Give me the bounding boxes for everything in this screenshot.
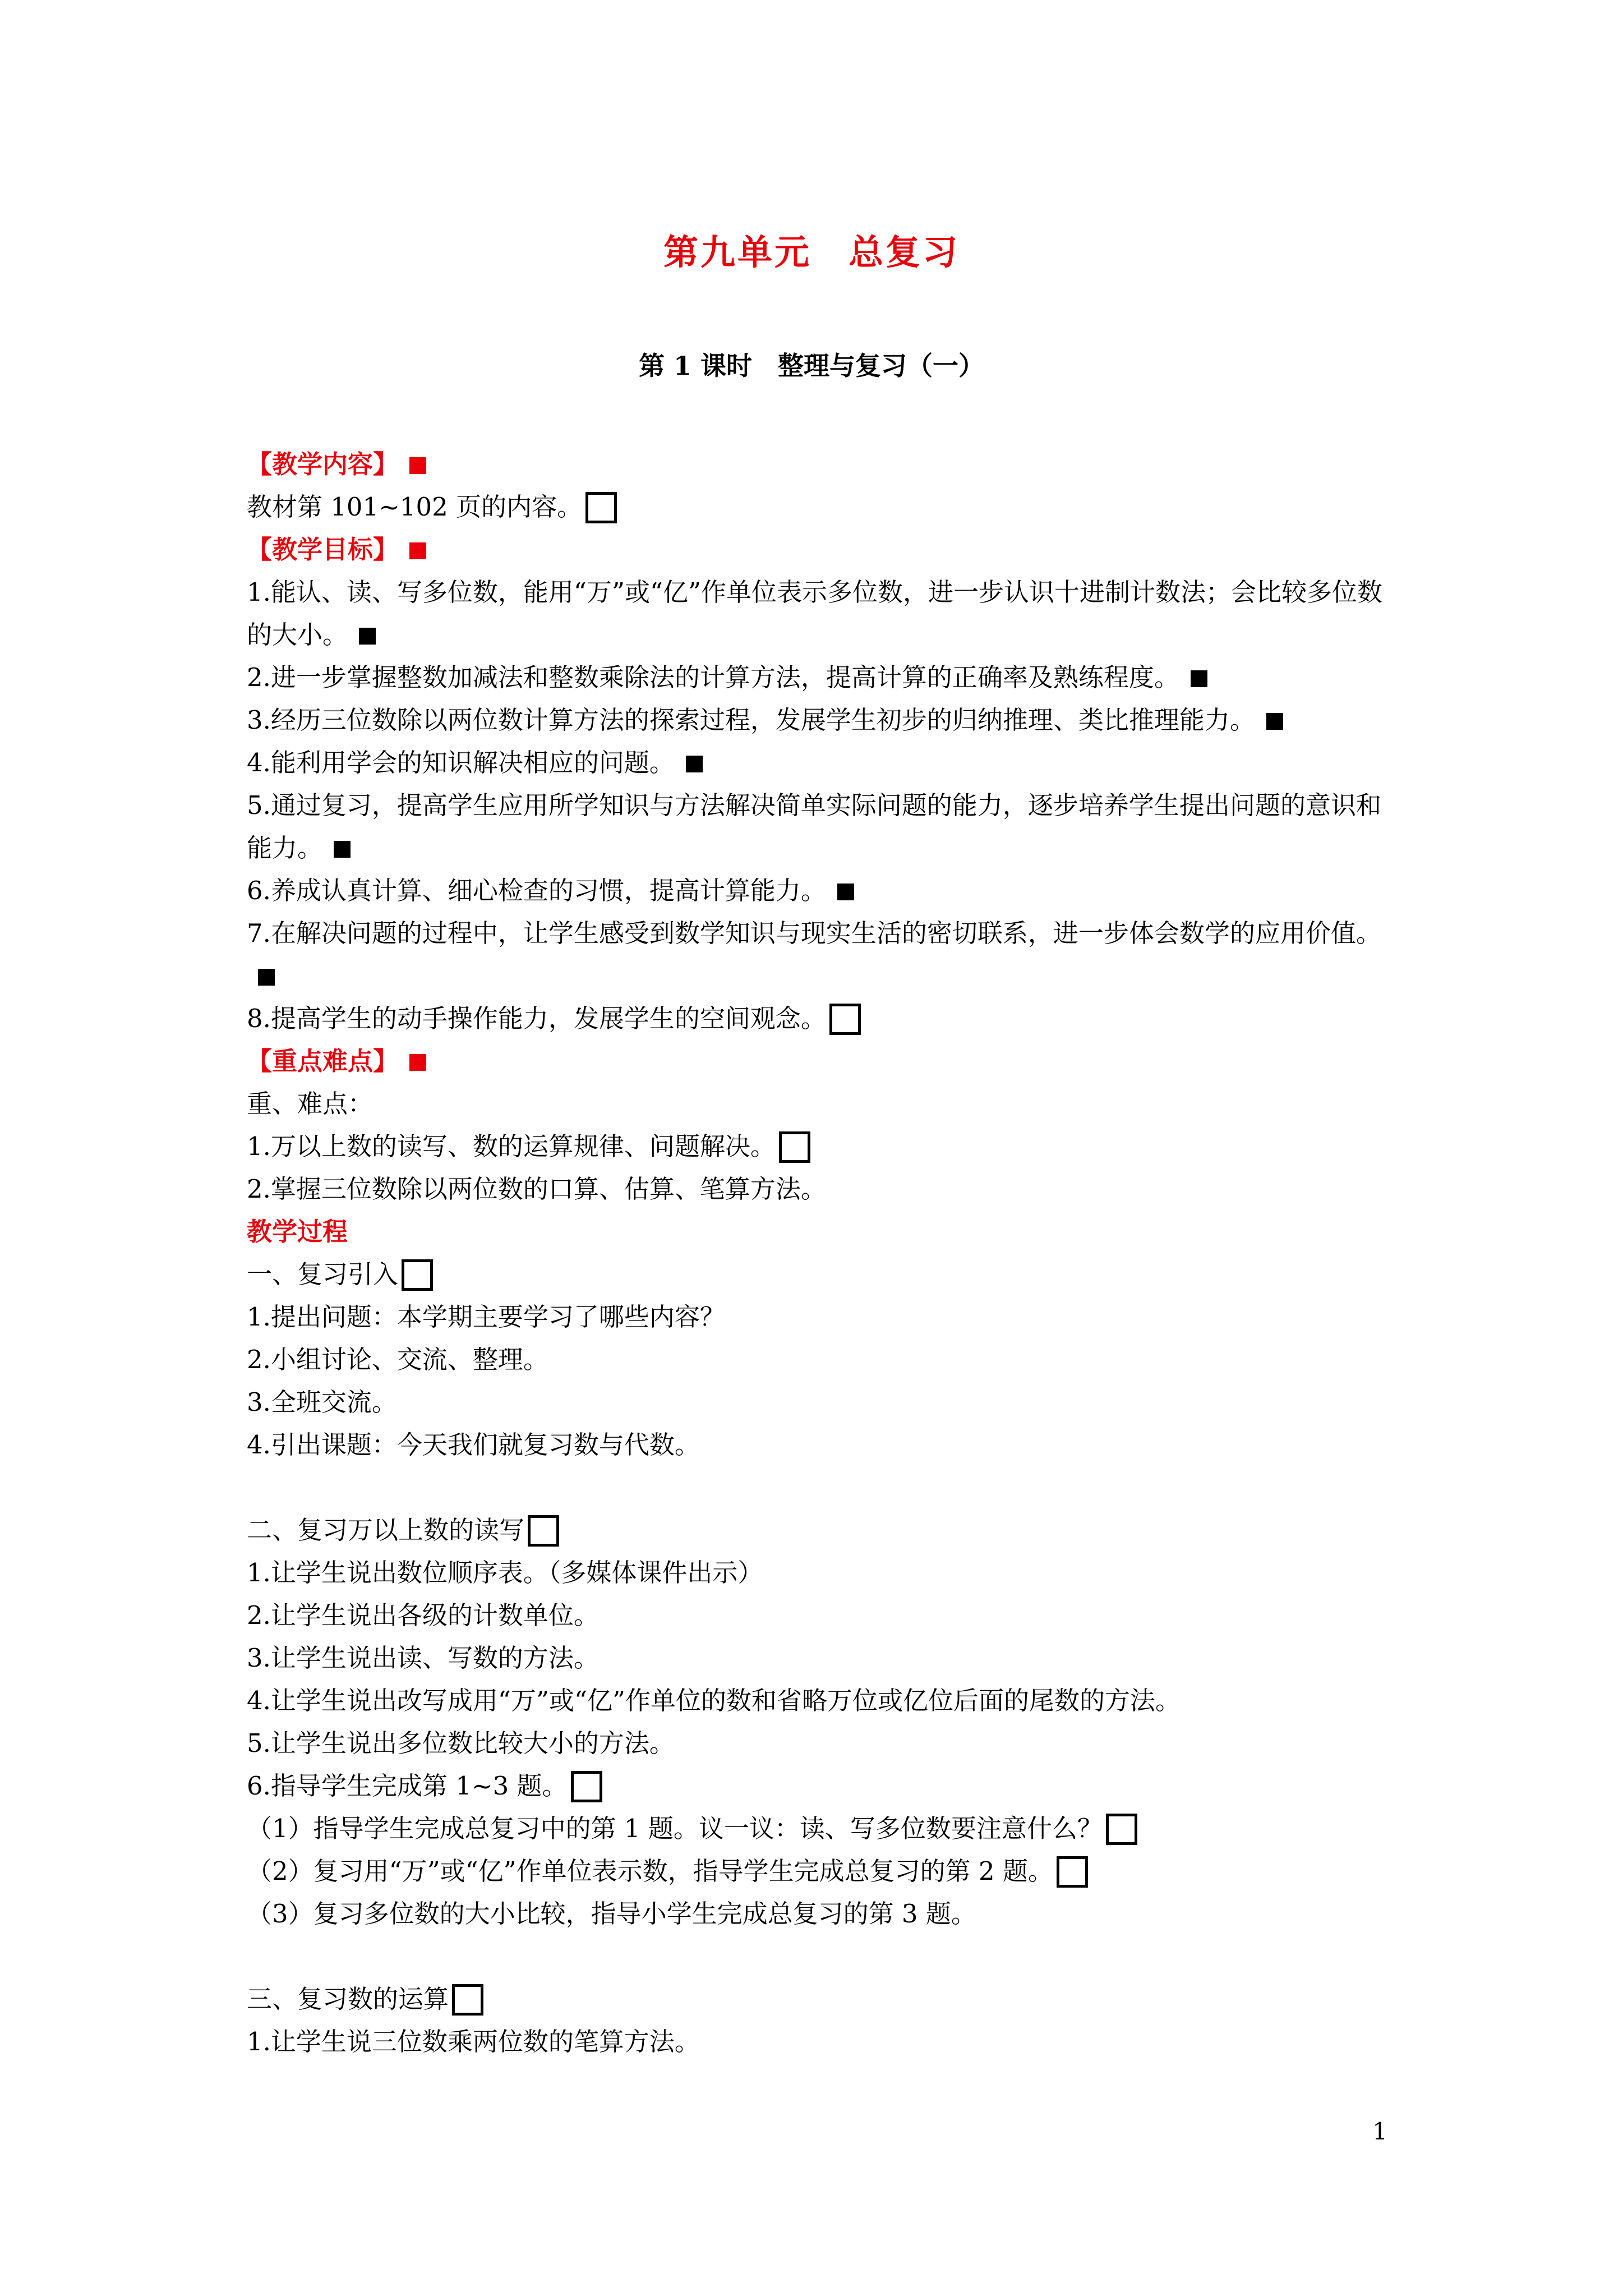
goal-item: 2.进一步掌握整数加减法和整数乘除法的计算方法，提高计算的正确率及熟练程度。: [247, 656, 1396, 699]
part3-item: 1.让学生说三位数乘两位数的笔算方法。: [247, 2027, 700, 2056]
empty-checkbox[interactable]: [585, 492, 617, 523]
part2-subitem: （1）指导学生完成总复习中的第 1 题。议一议：读、写多位数要注意什么？: [247, 1807, 1396, 1850]
empty-checkbox[interactable]: [528, 1515, 559, 1547]
goal-item: 3.经历三位数除以两位数计算方法的探索过程，发展学生初步的归纳推理、类比推理能力。: [247, 699, 1396, 742]
goal-item: 4.能利用学会的知识解决相应的问题。: [247, 742, 1396, 784]
part2-item: 5.让学生说出多位数比较大小的方法。: [247, 1728, 675, 1758]
goal-item: 1.能认、读、写多位数，能用“万”或“亿”作单位表示多位数，进一步认识十进制计数法；会比较多位数的大小。: [247, 577, 1382, 650]
part2-subitem: （3）复习多位数的大小比较，指导小学生完成总复习的第 3 题。: [247, 1899, 976, 1929]
part1-item: 4.引出课题：今天我们就复习数与代数。: [247, 1430, 700, 1460]
filled-square-marker: [837, 884, 854, 900]
part2-subitem: （2）复习用“万”或“亿”作单位表示数，指导学生完成总复习的第 2 题。: [247, 1850, 1396, 1893]
part1-heading: 一、复习引入: [247, 1259, 399, 1289]
filled-square-marker: [409, 1054, 426, 1071]
key-points-heading: 【重点难点】: [247, 1046, 399, 1076]
part1-item: 2.小组讨论、交流、整理。: [247, 1345, 548, 1374]
part2-heading: 二、复习万以上数的读写: [247, 1515, 525, 1545]
part2-item: 3.让学生说出读、写数的方法。: [247, 1643, 599, 1673]
goal-item: 5.通过复习，提高学生应用所学知识与方法解决简单实际问题的能力，逐步培养学生提出问题的意识和能力。: [247, 790, 1381, 863]
part2-item: 2.让学生说出各级的计数单位。: [247, 1600, 599, 1630]
teaching-process-heading: 教学过程: [247, 1217, 348, 1246]
filled-square-marker: [409, 457, 426, 474]
filled-square-marker: [1191, 670, 1207, 687]
teaching-content-heading: 【教学内容】: [247, 449, 399, 479]
key-point-item: 1.万以上数的读写、数的运算规律、问题解决。: [247, 1125, 1396, 1168]
part2-item: 6.指导学生完成第 1~3 题。: [247, 1765, 1396, 1807]
empty-checkbox[interactable]: [829, 1004, 861, 1035]
part3-heading: 三、复习数的运算: [247, 1984, 449, 2014]
part1-item: 3.全班交流。: [247, 1387, 397, 1417]
document-body: [247, 443, 1396, 2063]
key-point-item: 2.掌握三位数除以两位数的口算、估算、笔算方法。: [247, 1174, 826, 1204]
page-number: 1: [1372, 2118, 1387, 2145]
filled-square-marker: [409, 542, 426, 559]
lesson-subtitle: 第 1 课时 整理与复习（一）: [638, 351, 985, 381]
empty-checkbox[interactable]: [1057, 1856, 1088, 1888]
teaching-content-text: 教材第 101~102 页的内容。: [247, 492, 583, 522]
part2-item: 1.让学生说出数位顺序表。（多媒体课件出示）: [247, 1558, 763, 1588]
empty-checkbox[interactable]: [402, 1259, 433, 1291]
empty-checkbox[interactable]: [452, 1984, 483, 2016]
goal-item: 7.在解决问题的过程中，让学生感受到数学知识与现实生活的密切联系，进一步体会数学的应用价值。: [247, 912, 1396, 997]
filled-square-marker: [686, 756, 703, 772]
goal-item: 6.养成认真计算、细心检查的习惯，提高计算能力。: [247, 869, 1396, 912]
filled-square-marker: [334, 841, 351, 858]
filled-square-marker: [258, 969, 275, 986]
empty-checkbox[interactable]: [779, 1131, 810, 1163]
teaching-goals-heading: 【教学目标】: [247, 535, 399, 564]
key-points-intro: 重、难点：: [247, 1089, 374, 1119]
empty-checkbox[interactable]: [1106, 1814, 1137, 1845]
filled-square-marker: [359, 628, 376, 645]
empty-checkbox[interactable]: [571, 1771, 602, 1802]
filled-square-marker: [1266, 713, 1283, 730]
part2-item: 4.让学生说出改写成用“万”或“亿”作单位的数和省略万位或亿位后面的尾数的方法。: [247, 1686, 1181, 1715]
unit-title: 第九单元 总复习: [663, 232, 960, 273]
part1-item: 1.提出问题：本学期主要学习了哪些内容？: [247, 1302, 725, 1332]
goal-item: 8.提高学生的动手操作能力，发展学生的空间观念。: [247, 997, 1396, 1040]
